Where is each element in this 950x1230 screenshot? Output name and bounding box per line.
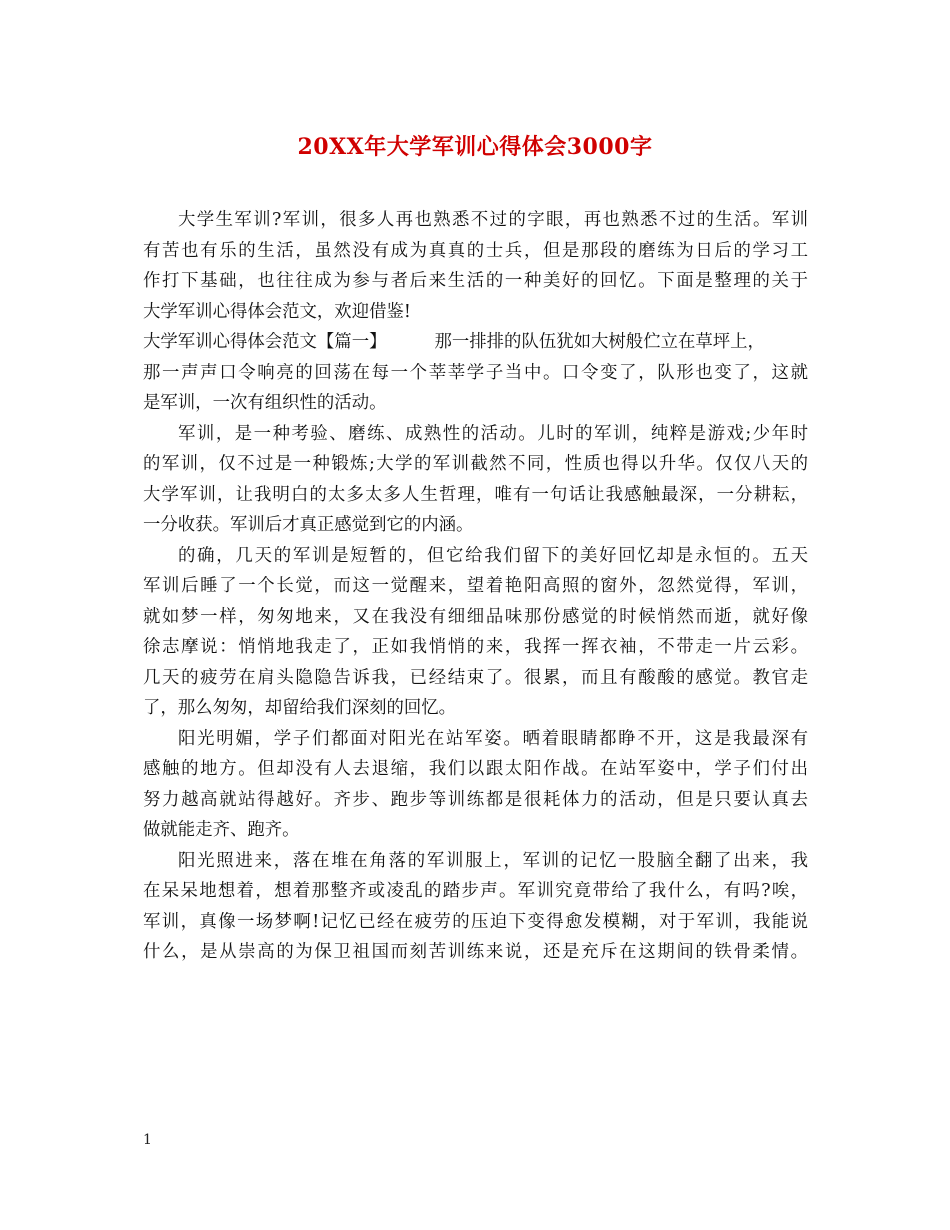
text-line: 的军训，仅不过是一种锻炼;大学的军训截然不同，性质也得以升华。仅仅八天的 bbox=[143, 454, 808, 474]
text-line: 一分收获。军训后才真正感觉到它的内涵。 bbox=[143, 515, 474, 535]
page-number: 1 bbox=[143, 1132, 152, 1148]
text-line: 的确，几天的军训是短暂的，但它给我们留下的美好回忆却是永恒的。五天 bbox=[178, 545, 808, 566]
text-line: 作打下基础，也往往成为参与者后来生活的一种美好的回忆。下面是整理的关于 bbox=[143, 271, 808, 291]
text-line: 努力越高就站得越好。齐步、跑步等训练都是很耗体力的活动，但是只要认真去 bbox=[143, 789, 808, 810]
text-line: 阳光照进来，落在堆在角落的军训服上，军训的记忆一股脑全翻了出来，我 bbox=[178, 850, 808, 871]
text-line: 就如梦一样，匆匆地来，又在我没有细细品味那份感觉的时候悄然而逝，就好像 bbox=[143, 606, 808, 627]
section-heading: 大学军训心得体会范文【篇一】 bbox=[143, 332, 387, 352]
text-line: 是军训，一次有组织性的活动。 bbox=[143, 393, 387, 413]
text-line: 了，那么匆匆，却留给我们深刻的回忆。 bbox=[143, 698, 457, 718]
document-body bbox=[143, 205, 808, 968]
text-line: 感触的地方。但却没有人去退缩，我们以跟太阳作战。在站军姿中，学子们付出 bbox=[143, 759, 808, 779]
text-line: 那一声声口令响亮的回荡在每一个莘莘学子当中。口令变了，队形也变了，这就 bbox=[143, 362, 808, 383]
text-line: 什么，是从崇高的为保卫祖国而刻苦训练来说，还是充斥在这期间的铁骨柔情。 bbox=[143, 942, 808, 962]
text-line: 军训，真像一场梦啊!记忆已经在疲劳的压迫下变得愈发模糊，对于军训，我能说 bbox=[143, 911, 808, 932]
text-line: 在呆呆地想着，想着那整齐或凌乱的踏步声。军训究竟带给了我什么，有吗?唉， bbox=[143, 881, 808, 901]
text-line: 军训，是一种考验、磨练、成熟性的活动。儿时的军训，纯粹是游戏;少年时 bbox=[178, 423, 808, 444]
text-line: 大学生军训?军训，很多人再也熟悉不过的字眼，再也熟悉不过的生活。军训 bbox=[178, 210, 808, 230]
line-text: 那一排排的队伍犹如大树般伫立在草坪上， bbox=[434, 332, 765, 352]
text-line: 阳光明媚，学子们都面对阳光在站军姿。晒着眼睛都睁不开，这是我最深有 bbox=[178, 728, 808, 749]
text-line bbox=[143, 327, 808, 358]
text-line: 有苦也有乐的生活，虽然没有成为真真的士兵，但是那段的磨练为日后的学习工 bbox=[143, 240, 808, 261]
text-line: 徐志摩说：悄悄地我走了，正如我悄悄的来，我挥一挥衣袖，不带走一片云彩。 bbox=[143, 637, 808, 657]
document-title: 20XX年大学军训心得体会3000字 bbox=[297, 134, 653, 160]
text-line: 做就能走齐、跑齐。 bbox=[143, 820, 300, 840]
text-line: 大学军训，让我明白的太多太多人生哲理，唯有一句话让我感触最深，一分耕耘， bbox=[143, 484, 808, 505]
text-line: 军训后睡了一个长觉，而这一觉醒来，望着艳阳高照的窗外，忽然觉得，军训， bbox=[143, 576, 808, 596]
text-line: 大学军训心得体会范文，欢迎借鉴! bbox=[143, 301, 411, 322]
text-line: 几天的疲劳在肩头隐隐告诉我，已经结束了。很累，而且有酸酸的感觉。教官走 bbox=[143, 667, 808, 688]
